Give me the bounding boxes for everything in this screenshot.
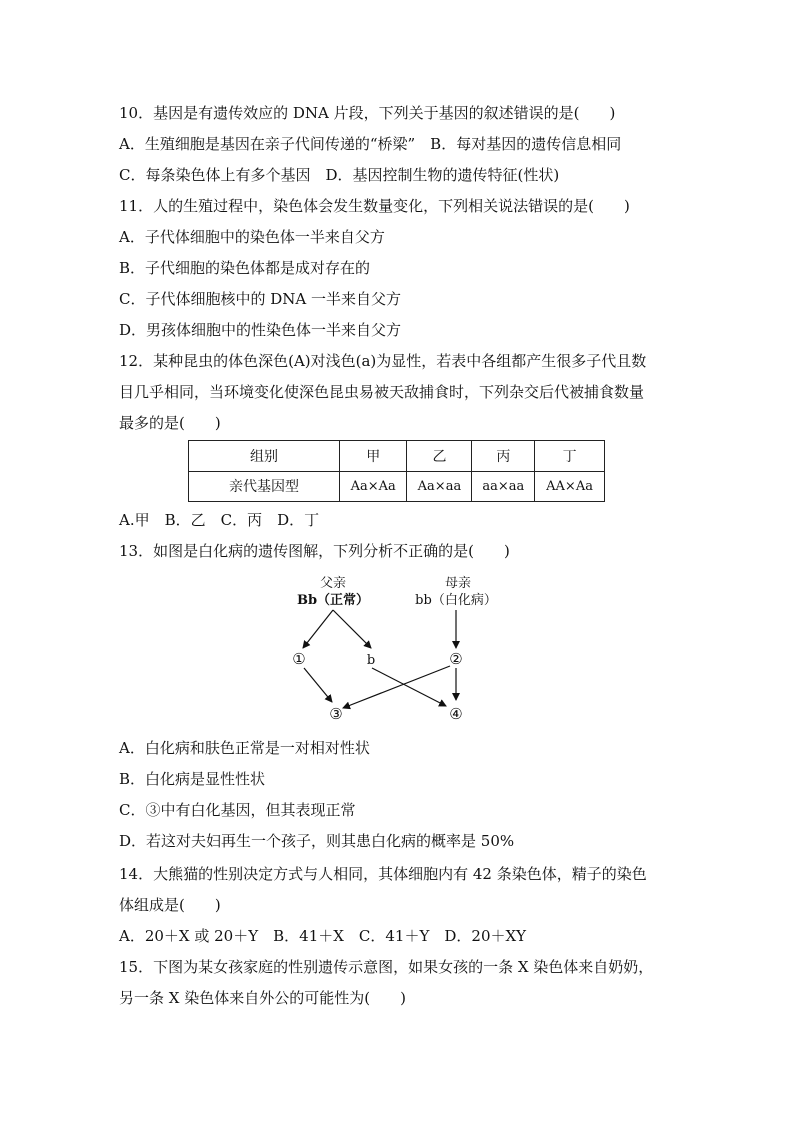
gamete-b-label: b bbox=[366, 653, 376, 668]
q13-option-b: B．白化病是显性性状 bbox=[119, 770, 266, 788]
q13-stem: 13．如图是白化病的遗传图解，下列分析不正确的是( ) bbox=[119, 542, 510, 560]
table-header-group: 组别 bbox=[189, 441, 340, 472]
table-cell-group: 甲 bbox=[340, 441, 407, 472]
child-3-label: ③ bbox=[329, 705, 343, 723]
q11-option-a: A．子代体细胞中的染色体一半来自父方 bbox=[119, 228, 385, 246]
q12-stem-line1: 12．某种昆虫的体色深色(A)对浅色(a)为显性，若表中各组都产生很多子代且数 bbox=[119, 352, 647, 370]
q15-stem-line1: 15．下图为某女孩家庭的性别遗传示意图，如果女孩的一条 X 染色体来自奶奶， bbox=[119, 958, 654, 976]
table-cell-genotype: Aa×Aa bbox=[340, 471, 407, 502]
mother-genotype: bb（白化病） bbox=[415, 593, 497, 608]
q12-stem-line2: 目几乎相同，当环境变化使深色昆虫易被天敌捕食时，下列杂交后代被捕食数量 bbox=[119, 383, 645, 401]
q11-option-c: C．子代体细胞核中的 DNA 一半来自父方 bbox=[119, 290, 401, 308]
child-4-label: ④ bbox=[449, 705, 463, 723]
arrow-gamete1-to-child3 bbox=[304, 668, 332, 702]
gamete-2-label: ② bbox=[449, 650, 463, 668]
q14-options: A．20＋X 或 20＋Y B．41＋X C．41＋Y D．20＋XY bbox=[119, 927, 527, 945]
table-cell-genotype: AA×Aa bbox=[535, 471, 605, 502]
table-cell-genotype: aa×aa bbox=[472, 471, 535, 502]
arrow-gamete2-to-child3 bbox=[343, 666, 450, 708]
q12-stem-line3: 最多的是( ) bbox=[119, 414, 221, 432]
q10-stem: 10．基因是有遗传效应的 DNA 片段，下列关于基因的叙述错误的是( ) bbox=[119, 104, 616, 122]
table-cell-group: 丙 bbox=[472, 441, 535, 472]
father-genotype: Bb（正常） bbox=[296, 593, 370, 608]
q13-option-a: A．白化病和肤色正常是一对相对性状 bbox=[119, 739, 370, 757]
arrow-gamete-b-to-child4 bbox=[372, 668, 446, 706]
table-header-genotype: 亲代基因型 bbox=[189, 471, 340, 502]
q10-options-cd: C．每条染色体上有多个基因 D．基因控制生物的遗传特征(性状) bbox=[119, 166, 560, 184]
mother-label: 母亲 bbox=[444, 576, 472, 591]
gamete-1-label: ① bbox=[292, 650, 306, 668]
arrow-father-to-gamete-b bbox=[333, 610, 371, 648]
q15-stem-line2: 另一条 X 染色体来自外公的可能性为( ) bbox=[119, 989, 406, 1007]
table-cell-group: 乙 bbox=[407, 441, 472, 472]
arrow-father-to-gamete1 bbox=[303, 610, 333, 648]
genotype-table bbox=[188, 440, 605, 502]
table-row bbox=[189, 471, 605, 502]
table-row bbox=[189, 441, 605, 472]
q14-stem-line1: 14．大熊猫的性别决定方式与人相同，其体细胞内有 42 条染色体，精子的染色 bbox=[119, 865, 647, 883]
table-cell-group: 丁 bbox=[535, 441, 605, 472]
q13-option-c: C．③中有白化基因，但其表现正常 bbox=[119, 801, 356, 819]
table-cell-genotype: Aa×aa bbox=[407, 471, 472, 502]
q11-option-d: D．男孩体细胞中的性染色体一半来自父方 bbox=[119, 321, 402, 339]
q11-stem: 11．人的生殖过程中，染色体会发生数量变化，下列相关说法错误的是( ) bbox=[119, 197, 630, 215]
q10-options-ab: A．生殖细胞是基因在亲子代间传递的“桥梁” B．每对基因的遗传信息相同 bbox=[119, 135, 622, 153]
inheritance-diagram bbox=[280, 570, 520, 730]
q12-options: A.甲 B．乙 C．丙 D．丁 bbox=[119, 511, 320, 529]
q11-option-b: B．子代细胞的染色体都是成对存在的 bbox=[119, 259, 371, 277]
q14-stem-line2: 体组成是( ) bbox=[119, 896, 221, 914]
q13-option-d: D．若这对夫妇再生一个孩子，则其患白化病的概率是 50% bbox=[119, 832, 515, 850]
father-label: 父亲 bbox=[319, 576, 347, 591]
